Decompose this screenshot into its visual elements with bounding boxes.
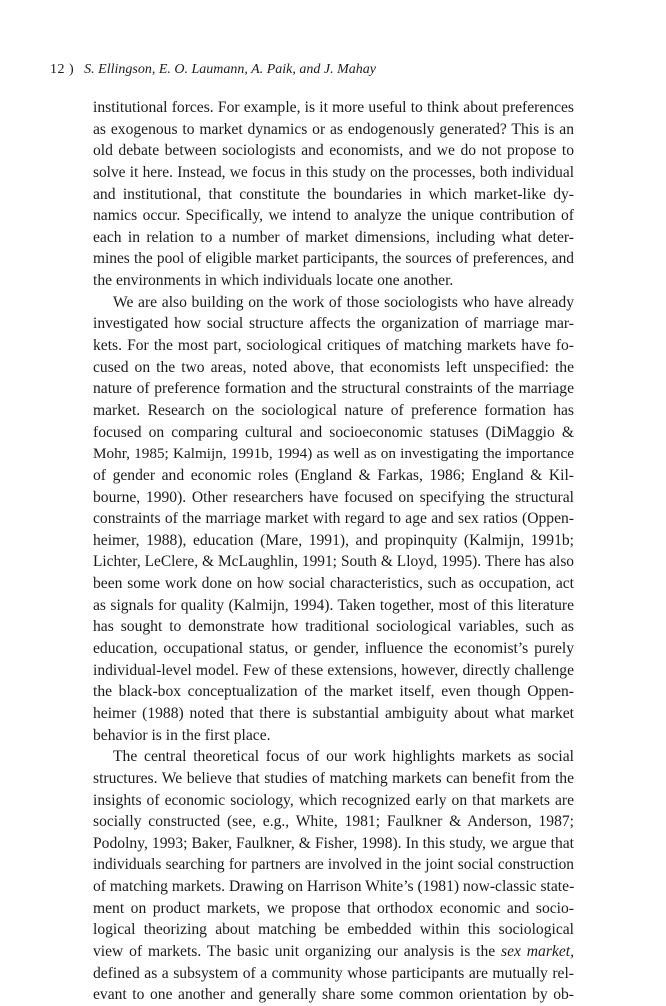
- text-line: namics occur. Specifically, we intend to analyze the unique contribution of: [93, 207, 574, 225]
- page-number: 12 ): [50, 62, 75, 77]
- text-line: structures. We believe that studies of matching markets can benefit from the: [93, 769, 574, 787]
- text-line: each in relation to a number of market dimensions, including what deter-: [93, 228, 574, 246]
- text-line: as signals for quality (Kalmijn, 1994). Taken together, most of this literature: [93, 596, 574, 614]
- text-line: investigated how social structure affects the organization of marriage mar-: [93, 315, 574, 333]
- text-line: individual-level model. Few of these extensions, however, directly challenge: [93, 661, 574, 679]
- text-line: institutional forces. For example, is it more useful to think about preferences: [93, 99, 574, 116]
- text-line: of matching markets. Drawing on Harrison White’s (1981) now-classic state-: [93, 878, 575, 896]
- italic-term: sex market,: [501, 942, 574, 960]
- text-line: the black-box conceptualization of the market itself, even though Oppen-: [93, 683, 574, 701]
- running-head: [50, 62, 376, 78]
- text-line: market. Research on the sociological nature of preference formation has: [93, 401, 574, 419]
- text-line-lead: view of markets. The basic unit organizing our analysis is the: [93, 942, 502, 960]
- text-line: bourne, 1990). Other researchers have focused on specifying the structural: [93, 488, 574, 506]
- paragraph-3: [93, 746, 574, 1006]
- text-line: education, occupational status, or gender, influence the economist’s purely: [93, 640, 574, 658]
- paragraph-1: [93, 97, 574, 292]
- text-line: solve it here. Instead, we focus in this study on the processes, both individual: [93, 163, 574, 181]
- text-line: cused on the two areas, noted above, that economists left unspecified: the: [93, 358, 574, 376]
- text-line: behavior is in the first place.: [93, 726, 271, 744]
- text-line: focused on comparing cultural and socioeconomic statuses (DiMaggio &: [93, 423, 574, 441]
- text-line: old debate between sociologists and economists, and we do not propose to: [93, 142, 574, 160]
- text-line: the environments in which individuals locate one another.: [93, 272, 454, 290]
- text-line: logical theorizing about matching be embedded within this sociological: [93, 921, 574, 939]
- text-line: constraints of the marriage market with regard to age and sex ratios (Oppen-: [93, 510, 574, 528]
- text-line: has sought to demonstrate how traditional sociological variables, such as: [93, 618, 574, 636]
- text-line: been some work done on how social characteristics, such as occupation, act: [93, 575, 574, 593]
- text-line: Lichter, LeClere, & McLaughlin, 1991; South & Lloyd, 1995). There has also: [93, 553, 574, 571]
- text-line: nature of preference formation and the structural constraints of the marriage: [93, 380, 574, 398]
- text-line: kets. For the most part, sociological critiques of matching markets have fo-: [93, 337, 574, 355]
- text-line: mines the pool of eligible market participants, the sources of preferences, and: [93, 250, 574, 268]
- body-text: [93, 97, 574, 1006]
- text-line: ment on product markets, we propose that orthodox economic and socio-: [93, 899, 574, 917]
- text-line: The central theoretical focus of our work highlights markets as social: [113, 748, 574, 766]
- text-line-with-italic-term: [93, 941, 574, 963]
- text-line: heimer (1988) noted that there is substantial ambiguity about what market: [93, 704, 574, 722]
- running-head-authors: S. Ellingson, E. O. Laumann, A. Paik, and J. Mahay: [84, 62, 376, 77]
- text-line: defined as a subsystem of a community whose participants are mutually rel-: [93, 964, 574, 982]
- text-line: Mohr, 1985; Kalmijn, 1991b, 1994) as well as on investigating the importance: [93, 445, 574, 463]
- text-line: insights of economic sociology, which recognized early on that markets are: [93, 791, 574, 809]
- text-line: individuals searching for partners are involved in the joint social construction: [93, 856, 574, 874]
- text-line: of gender and economic roles (England & Farkas, 1986; England & Kil-: [93, 466, 574, 484]
- text-line: as exogenous to market dynamics or as endogenously generated? This is an: [93, 120, 574, 138]
- text-line: socially constructed (see, e.g., White, 1981; Faulkner & Anderson, 1987;: [93, 813, 574, 831]
- text-line: heimer, 1988), education (Mare, 1991), and propinquity (Kalmijn, 1991b;: [93, 531, 574, 549]
- text-line: and institutional, that constitute the boundaries in which market-like dy-: [93, 185, 574, 203]
- text-line: Podolny, 1993; Baker, Faulkner, & Fisher, 1998). In this study, we argue that: [93, 834, 574, 852]
- text-line: evant to one another and generally share some common orientation by ob-: [93, 986, 574, 1004]
- paragraph-2: [93, 292, 574, 746]
- text-line: We are also building on the work of those sociologists who have already: [113, 293, 574, 311]
